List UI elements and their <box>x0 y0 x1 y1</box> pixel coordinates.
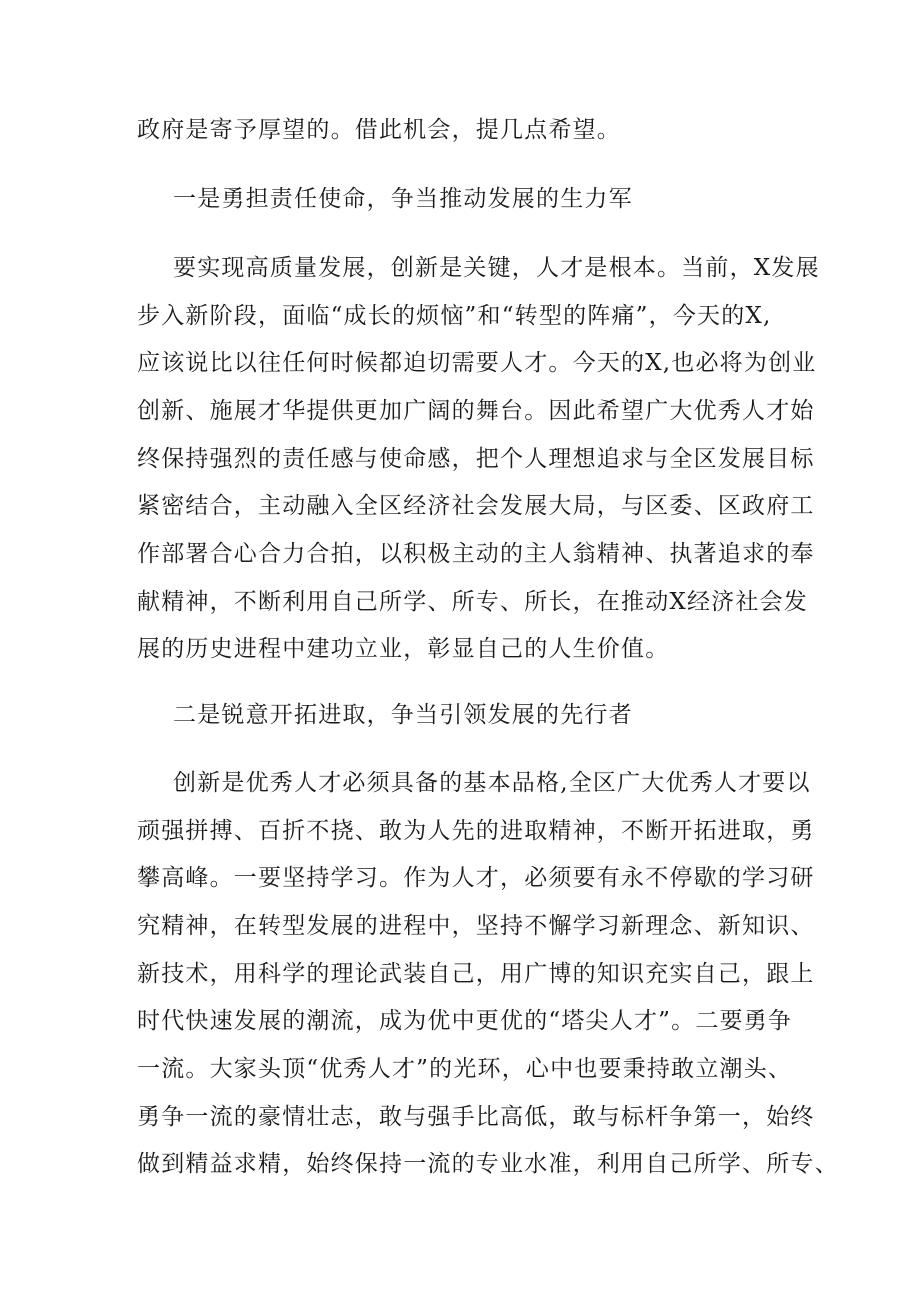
paragraph-line: 终保持强烈的责任感与使命感，把个人理想追求与全区发展目标 <box>137 446 815 472</box>
section-heading-2: 二是锐意开拓进取，争当引领发展的先行者 <box>173 702 633 728</box>
paragraph-line: 顽强拼搏、百折不挠、敢为人先的进取精神，不断开拓进取，勇 <box>137 818 815 844</box>
paragraph-line: 创新、施展才华提供更加广阔的舞台。因此希望广大优秀人才始 <box>137 398 815 424</box>
paragraph-line: 究精神，在转型发展的进程中，坚持不懈学习新理念、新知识、 <box>137 913 815 939</box>
paragraph-line: 勇争一流的豪情壮志，敢与强手比高低，敢与标杆争第一，始终 <box>137 1104 815 1130</box>
paragraph-line: 攀高峰。一要坚持学习。作为人才，必须要有永不停歇的学习研 <box>137 865 815 891</box>
section-heading-1: 一是勇担责任使命，争当推动发展的生力军 <box>173 186 633 212</box>
paragraph-line-closing-intro: 政府是寄予厚望的。借此机会，提几点希望。 <box>137 117 621 143</box>
paragraph-line: 新技术，用科学的理论武装自己，用广博的知识充实自己，跟上 <box>137 961 815 987</box>
paragraph-line: 一流。大家头顶“优秀人才”的光环，心中也要秉持敢立潮头、 <box>137 1056 793 1082</box>
paragraph-line: 时代快速发展的潮流，成为优中更优的“塔尖人才”。二要勇争 <box>137 1008 793 1034</box>
paragraph-line: 做到精益求精，始终保持一流的专业水准，利用自己所学、所专、 <box>137 1151 839 1177</box>
paragraph-line: 紧密结合，主动融入全区经济社会发展大局，与区委、区政府工 <box>137 493 815 519</box>
paragraph-line: 献精神，不断利用自己所学、所专、所长，在推动X经济社会发 <box>137 589 808 615</box>
paragraph-line: 创新是优秀人才必须具备的基本品格,全区广大优秀人才要以 <box>173 770 811 796</box>
paragraph-line: 作部署合心合力合拍，以积极主动的主人翁精神、执著追求的奉 <box>137 541 815 567</box>
paragraph-line: 应该说比以往任何时候都迫切需要人才。今天的X,也必将为创业 <box>137 350 817 376</box>
paragraph-line: 展的历史进程中建功立业，彰显自己的人生价值。 <box>137 636 670 662</box>
paragraph-line: 要实现高质量发展，创新是关键，人才是根本。当前，X发展 <box>173 255 820 281</box>
paragraph-line: 步入新阶段，面临“成长的烦恼”和“转型的阵痛”，今天的X, <box>137 303 772 329</box>
